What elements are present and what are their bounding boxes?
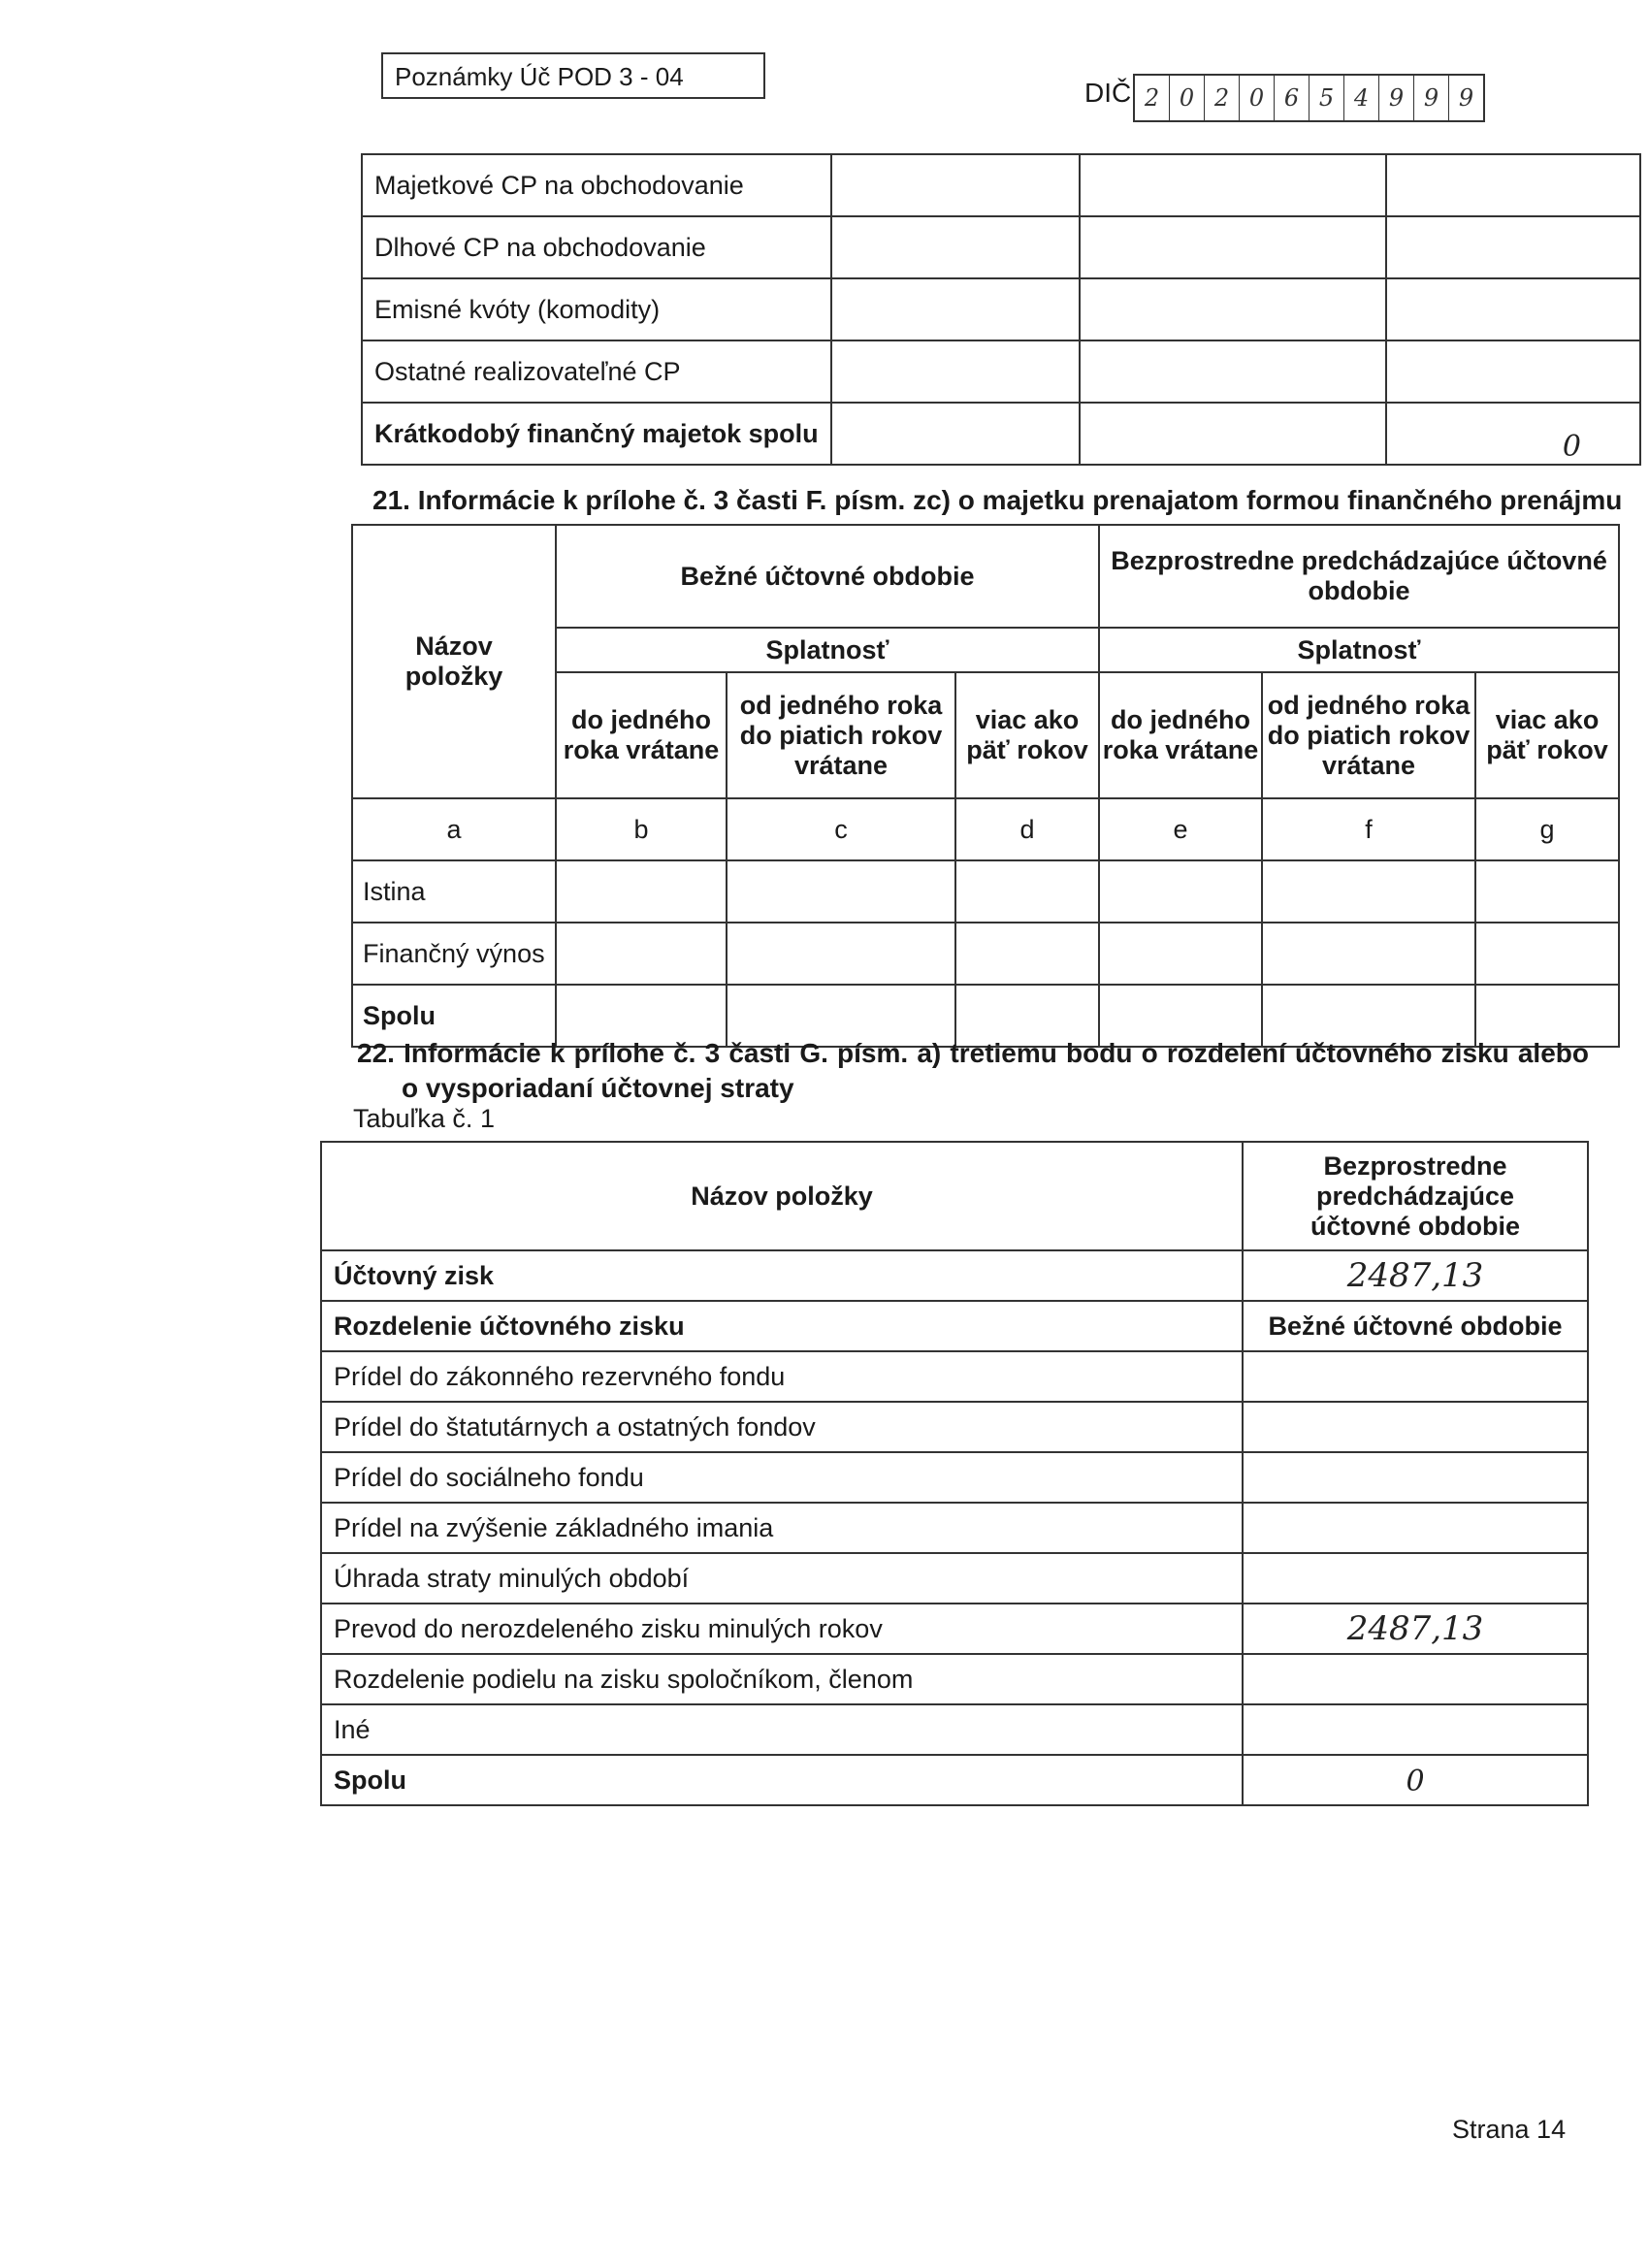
- dic-digit: 0: [1240, 76, 1275, 120]
- dic-digit: 4: [1344, 76, 1379, 120]
- col-letter: c: [727, 798, 955, 860]
- header-row: [321, 1142, 1588, 1250]
- value-cell[interactable]: [1243, 1402, 1588, 1452]
- value-cell[interactable]: [1386, 154, 1640, 216]
- value-cell[interactable]: [1262, 923, 1475, 985]
- row-label: Prídel do štatutárnych a ostatných fondov: [321, 1402, 1243, 1452]
- letter-row: [352, 798, 1619, 860]
- value-cell[interactable]: [1099, 860, 1262, 923]
- value-cell[interactable]: [955, 923, 1099, 985]
- value-cell[interactable]: [831, 278, 1080, 340]
- page-number: Strana 14: [1452, 2115, 1567, 2144]
- value-cell[interactable]: [1243, 1704, 1588, 1755]
- dic-digit: 6: [1275, 76, 1310, 120]
- table-row: [362, 216, 1640, 278]
- table-row: [362, 403, 1640, 465]
- table-row: [321, 1301, 1588, 1351]
- value-cell[interactable]: [556, 923, 727, 985]
- value-cell[interactable]: [1243, 1250, 1588, 1301]
- profit-distribution-table: [320, 1141, 1589, 1806]
- section-22-subtitle: o vysporiadaní účtovnej straty: [402, 1073, 794, 1103]
- total-value: 0: [1406, 1764, 1425, 1798]
- value-cell[interactable]: [1386, 216, 1640, 278]
- col-name-header: Názov položky: [321, 1142, 1243, 1250]
- value-cell[interactable]: [1080, 403, 1386, 465]
- maturity-header: Splatnosť: [1099, 628, 1619, 672]
- col-letter: a: [352, 798, 556, 860]
- row-label: Dlhové CP na obchodovanie: [362, 216, 831, 278]
- table-row: [362, 278, 1640, 340]
- distribution-label: Rozdelenie účtovného zisku: [321, 1301, 1243, 1351]
- table-row: [321, 1654, 1588, 1704]
- sub-col-header: do jedného roka vrátane: [556, 672, 727, 798]
- value-cell[interactable]: [1386, 340, 1640, 403]
- finance-lease-table: [351, 524, 1620, 1048]
- value-cell[interactable]: [1386, 403, 1640, 465]
- dic-label: DIČ: [1084, 78, 1132, 108]
- row-label: Úhrada straty minulých období: [321, 1553, 1243, 1604]
- dic-digit: 9: [1379, 76, 1414, 120]
- row-label: Rozdelenie podielu na zisku spoločníkom, členom: [321, 1654, 1243, 1704]
- table-row: [321, 1250, 1588, 1301]
- form-code: Poznámky Úč POD 3 - 04: [395, 62, 684, 91]
- value-cell[interactable]: [727, 860, 955, 923]
- value-cell[interactable]: [1080, 216, 1386, 278]
- value-cell[interactable]: [831, 216, 1080, 278]
- row-label: Prevod do nerozdeleného zisku minulých rokov: [321, 1604, 1243, 1654]
- previous-period-header: Bezprostredne predchádzajúce účtovné obdobie: [1099, 525, 1619, 628]
- table-row: [321, 1755, 1588, 1805]
- value-cell[interactable]: 2487,13: [1243, 1604, 1588, 1654]
- value-cell[interactable]: [1262, 860, 1475, 923]
- dic-digit: 5: [1310, 76, 1344, 120]
- table-row: [321, 1604, 1588, 1654]
- form-code-box: [381, 52, 765, 99]
- current-period-header: Bežné účtovné obdobie: [556, 525, 1099, 628]
- header-row: [352, 525, 1619, 628]
- value-cell[interactable]: [1080, 154, 1386, 216]
- maturity-header: Splatnosť: [556, 628, 1099, 672]
- value-cell[interactable]: [1243, 1553, 1588, 1604]
- section-22-title: 22. Informácie k prílohe č. 3 časti G. písm. a) tretiemu bodu o rozdelení účtovného zisku alebo: [357, 1038, 1589, 1068]
- value-cell[interactable]: [1243, 1351, 1588, 1402]
- row-label: Iné: [321, 1704, 1243, 1755]
- row-label: Prídel do sociálneho fondu: [321, 1452, 1243, 1503]
- table-row: [321, 1351, 1588, 1402]
- sub-col-header: od jedného roka do piatich rokov vrátane: [1262, 672, 1475, 798]
- dic-digit: 0: [1170, 76, 1205, 120]
- value-cell[interactable]: [1099, 923, 1262, 985]
- row-label: Majetkové CP na obchodovanie: [362, 154, 831, 216]
- value-cell[interactable]: [831, 403, 1080, 465]
- profit-value: 2487,13: [1346, 1256, 1484, 1295]
- row-label: Krátkodobý finančný majetok spolu: [362, 403, 831, 465]
- row-label: Prídel do zákonného rezervného fondu: [321, 1351, 1243, 1402]
- value-cell[interactable]: [1243, 1503, 1588, 1553]
- table-row: [321, 1452, 1588, 1503]
- value-cell[interactable]: [831, 340, 1080, 403]
- col-letter: d: [955, 798, 1099, 860]
- value-cell[interactable]: [955, 860, 1099, 923]
- section-21-title: 21. Informácie k prílohe č. 3 časti F. písm. zc) o majetku prenajatom formou finančného prenájmu: [372, 485, 1623, 515]
- row-label: Finančný výnos: [352, 923, 556, 985]
- table-row: [321, 1402, 1588, 1452]
- table-row: [321, 1553, 1588, 1604]
- value-cell[interactable]: [1475, 923, 1619, 985]
- row-label: Ostatné realizovateľné CP: [362, 340, 831, 403]
- col-letter: g: [1475, 798, 1619, 860]
- value-cell[interactable]: [831, 154, 1080, 216]
- col-letter: b: [556, 798, 727, 860]
- table-row: [352, 860, 1619, 923]
- row-label: Prídel na zvýšenie základného imania: [321, 1503, 1243, 1553]
- value-cell[interactable]: [1243, 1654, 1588, 1704]
- total-value: 0: [1562, 430, 1581, 464]
- value-cell[interactable]: [1080, 278, 1386, 340]
- col-name-header: [352, 525, 556, 798]
- financial-assets-table: [361, 153, 1641, 466]
- table-row: [321, 1704, 1588, 1755]
- table-row: [321, 1503, 1588, 1553]
- dic-digit: 2: [1205, 76, 1240, 120]
- sub-col-header: viac ako päť rokov: [955, 672, 1099, 798]
- dic-digit: 9: [1414, 76, 1449, 120]
- dic-digit-boxes: [1133, 74, 1485, 122]
- table-row: [362, 154, 1640, 216]
- value-cell[interactable]: [1475, 860, 1619, 923]
- col-letter: f: [1262, 798, 1475, 860]
- col-current-header: Bežné účtovné obdobie: [1243, 1301, 1588, 1351]
- total-label: Spolu: [321, 1755, 1243, 1805]
- value-cell[interactable]: [1243, 1755, 1588, 1805]
- value-cell[interactable]: [727, 923, 955, 985]
- dic-digit: 2: [1135, 76, 1170, 120]
- col-name-label: Názov položky: [404, 632, 503, 691]
- col-previous-header: Bezprostredne predchádzajúce účtovné obdobie: [1243, 1142, 1588, 1250]
- value-cell[interactable]: [556, 860, 727, 923]
- row-label: Spolu: [352, 985, 556, 1047]
- row-label: Emisné kvóty (komodity): [362, 278, 831, 340]
- sub-col-header: do jedného roka vrátane: [1099, 672, 1262, 798]
- profit-label: Účtovný zisk: [321, 1250, 1243, 1301]
- value-cell[interactable]: [1243, 1452, 1588, 1503]
- sub-col-header: od jedného roka do piatich rokov vrátane: [727, 672, 955, 798]
- table-label: Tabuľka č. 1: [353, 1104, 495, 1133]
- table-row: [352, 923, 1619, 985]
- dic-digit: 9: [1458, 84, 1474, 112]
- row-label: Istina: [352, 860, 556, 923]
- value-cell[interactable]: [1080, 340, 1386, 403]
- value-cell[interactable]: [1386, 278, 1640, 340]
- sub-col-header: viac ako päť rokov: [1475, 672, 1619, 798]
- table-row: [362, 340, 1640, 403]
- col-letter: e: [1099, 798, 1262, 860]
